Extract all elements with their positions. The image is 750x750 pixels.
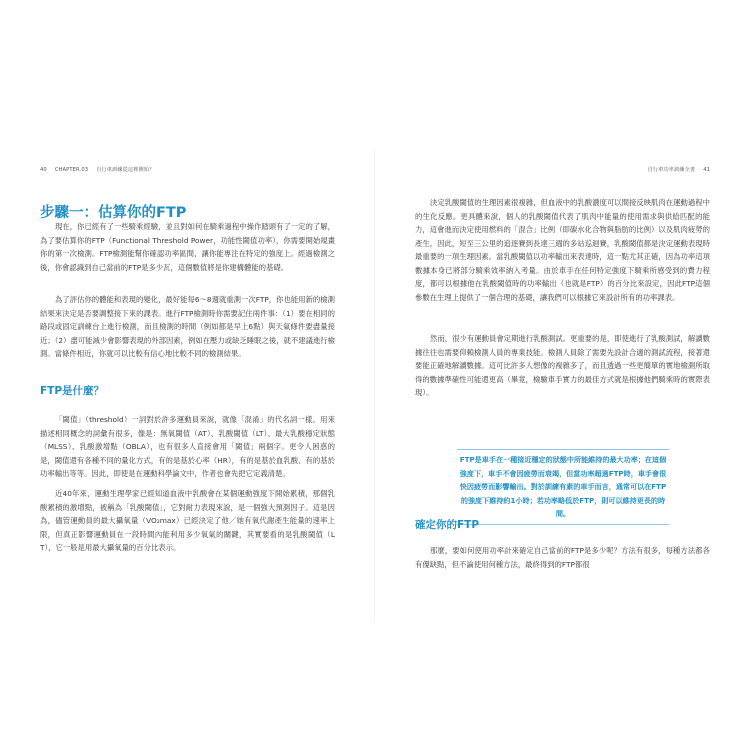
paragraph-2: 為了評估你的體能和表現的變化，最好能每6～8週就重測一次FTP，你也能用新的檢測結果來決定是否要調整接下來的課表。進行FTP檢測時你需要記住兩件事：（1）要在相同的路段或固定訓練台上進行檢測，而且檢測的時間（例如都是早上6點）與天氣條件要盡量接近；（2）盡可能減少會影響表現的外部因素，例如在壓力或缺乏睡眠之後，就不建議進行檢測。當條件相近，你就可以比較有信心地比較不同的檢測結果。 [40,295,335,359]
paragraph-1: 現在，你已經有了一些騎乘經驗，並且對如何在騎乘過程中操作踏頭有了一定的了解，為了要估算你的FTP（Functional Threshold Power，功能性閾值功率），你需要開始規畫你的第一次檢測。FTP檢測能幫你確認功率區間，讓你能專注在特定的強度上。經過檢測之後，你會認識到自己當前的FTP是多少瓦，這個數值將是你建構體能的基礎。 [40,222,335,272]
subheading-determine-ftp: 確定你的FTP [415,519,480,531]
paragraph-5: 決定乳酸閾值的生理因素很複雜，但血液中的乳酸濃度可以間接反映肌肉在運動過程中的生化反應。更具體來說，個人的乳酸閾值代表了肌肉中能量的使用需求與供給匹配的能力，這會進而決定使用燃料的「混合」比例（即碳水化合物與脂肪的比例）以及肌肉疲勞的產生。因此，短至三公里的追逐賽到長達三週的多站巡迴賽，乳酸閾值都是決定運動表現時最重要的一項生理因素。當乳酸閾值以功率輸出來表達時，這一點尤其正確，因為功率這項數據本身已將部分騎乘效率納入考量。由於車手在任何特定強度下騎乘所感受到的費力程度，都可以根據他在乳酸閾值時的功率輸出（也就是FTP）的百分比來設定，因此FTP這個參數在生理上提供了一個合理的基礎，讓我們可以根據它來設計所有的功率課表。 [415,198,710,302]
paragraph-3: 「閾值」（threshold）一詞對於許多運動員來說，就像「混淆」的代名詞一樣。用來描述相同概念的詞彙有很多，像是：無氧閾值（AT）、乳酸閾值（LT）、最大乳酸穩定狀態（MLSS）、乳酸激增點（OBLA），也有很多人直接會用「閾值」兩個字。更令人困惑的是，閾值還有各種不同的量化方式，有的是基於心率（HR），有的是基於血乳酸、有的基於功率輸出等等。因此，即使是在運動科學論文中，作者也會先把它定義清楚。 [40,415,335,479]
book-title: 自行車功率訓練全書 [647,167,696,173]
chapter-label: CHAPTER.03 [54,167,89,173]
paragraph-4: 近40年來，運動生理學家已經知道血液中乳酸會在某個運動強度下開始累積，那個乳酸累積的激增點，被稱為「乳酸閾值」，它對耐力表現來說，是一個強大預測因子。這是因為，儘管運動員的最大攝氧量（VO₂max）已經決定了他／她有氧代謝產生能量的速率上限，但真正影響運動員在一段時間內能利用多少氧氣的關鍵，其實要看的是乳酸閾值（LT），它一般是用最大攝氧量的百分比表示。 [40,489,335,553]
page-number-right: 41 [703,167,710,173]
callout-text: FTP是車手在一種接近穩定的狀態中所能維持的最大功率；在這個強度下，車手不會因疲勞而衰竭，但當功率超過FTP時，車手會很快因疲勞而影響輸出。對於訓練有素的車手而言，通常可以在FTP的強度下維持約1小時；若功率略低於FTP，則可以維持更長的時間。 [459,455,667,519]
paragraph-6: 然而，很少有運動員會定期進行乳酸測試。更重要的是，即使進行了乳酸測試，解讀數據往往也需要仰賴檢測人員的專業技能。檢測人員除了需要先設計合適的測試流程，接著還要能正確地解讀數據。這可比許多人想像的複雜多了，而且透過一些更簡單的實地檢測所取得的數據準確性可能還更高（畢竟，檢驗車手實力的最佳方式就是根據他們騎乘時的實際表現）。 [415,334,710,398]
running-head-right [648,166,710,173]
subheading-what-is-ftp: FTP是什麼？ [40,385,105,397]
chapter-title: 自行車訓練從這裡開始？ [96,167,155,173]
right-page [375,0,750,750]
paragraph-7: 那麼，要如何使用功率計來確定自己當前的FTP是多少呢？方法有很多，每種方法都各有優缺點，但不論使用何種方法，最終得到的FTP都很 [415,546,710,569]
callout-box [457,449,669,525]
section-heading: 步驟一：估算你的FTP [40,205,187,221]
running-head-left [40,166,154,173]
page-number-left: 40 [40,167,47,173]
